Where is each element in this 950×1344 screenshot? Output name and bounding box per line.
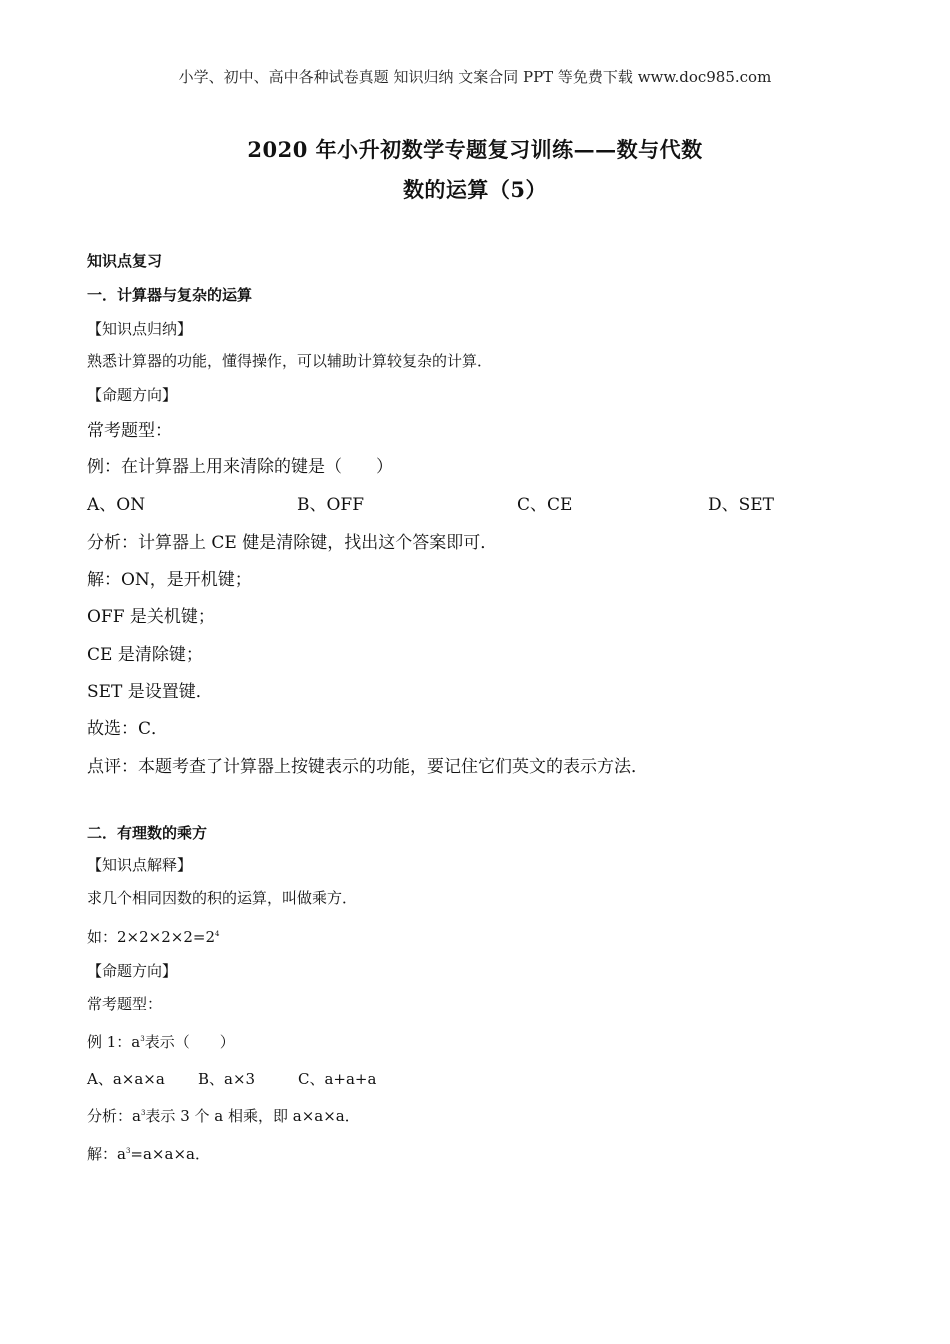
section1-analysis: 分析：计算器上 CE 健是清除键，找出这个答案即可． [87, 533, 498, 553]
section2-heading: 二．有理数的乘方 [87, 824, 208, 842]
section1-example: 例：在计算器上用来清除的键是（ ） [87, 457, 393, 477]
exponent: 3 [125, 1147, 131, 1155]
exponent: 4 [215, 930, 220, 938]
exponent: 3 [140, 1035, 145, 1043]
section2-explain: 求几个相同因数的积的运算，叫做乘方． [87, 889, 358, 907]
document-subtitle: 数的运算（5） [402, 177, 548, 202]
option-b: B、a×3 [198, 1070, 256, 1088]
section1-heading: 一．计算器与复杂的运算 [87, 286, 253, 304]
exponent: 3 [140, 1109, 146, 1117]
section2-analysis: 分析：$a^3$表示 3 个 a 相乘，即 a×a×a． [87, 1107, 360, 1125]
section2-tag-explain: 【知识点解释】 [87, 856, 193, 874]
page-header: 小学、初中、高中各种试卷真题 知识归纳 文案合同 PPT 等免费下载 www.doc985.com [178, 68, 772, 86]
solution-line: OFF 是关机键； [87, 607, 215, 627]
solution-line: SET 是设置键． [87, 682, 213, 702]
option-d: D、SET [708, 495, 775, 515]
option-c: C、CE [517, 495, 573, 515]
section1-tag-summary: 【知识点归纳】 [87, 320, 193, 338]
option-a: A、a×a×a [87, 1070, 165, 1088]
section2-common: 常考题型： [87, 995, 163, 1013]
option-b: B、OFF [297, 495, 365, 515]
solution-line: 故选：C． [87, 719, 169, 739]
option-c: C、a+a+a [298, 1070, 377, 1088]
section2-example: 如：$2\times 2\times 2\times 2=2^4$ [87, 928, 220, 946]
section1-common: 常考题型： [87, 421, 172, 441]
section2-example1: 例 1：$a^3$表示（ ） [87, 1033, 235, 1051]
review-heading: 知识点复习 [87, 252, 163, 270]
document-title: 2020 年小升初数学专题复习训练——数与代数 [247, 137, 703, 162]
section1-tag-direction: 【命题方向】 [87, 386, 178, 404]
section2-solution: 解：$a^3=a\times a\times a$． [87, 1145, 210, 1163]
section2-tag-direction: 【命题方向】 [87, 962, 178, 980]
option-a: A、ON [87, 495, 146, 515]
section1-summary: 熟悉计算器的功能，懂得操作，可以辅助计算较复杂的计算． [87, 352, 493, 370]
solution-line: CE 是清除键； [87, 645, 203, 665]
solution-line: 解：ON，是开机键； [87, 570, 252, 590]
section1-comment: 点评：本题考查了计算器上按键表示的功能，要记住它们英文的表示方法． [87, 757, 648, 777]
